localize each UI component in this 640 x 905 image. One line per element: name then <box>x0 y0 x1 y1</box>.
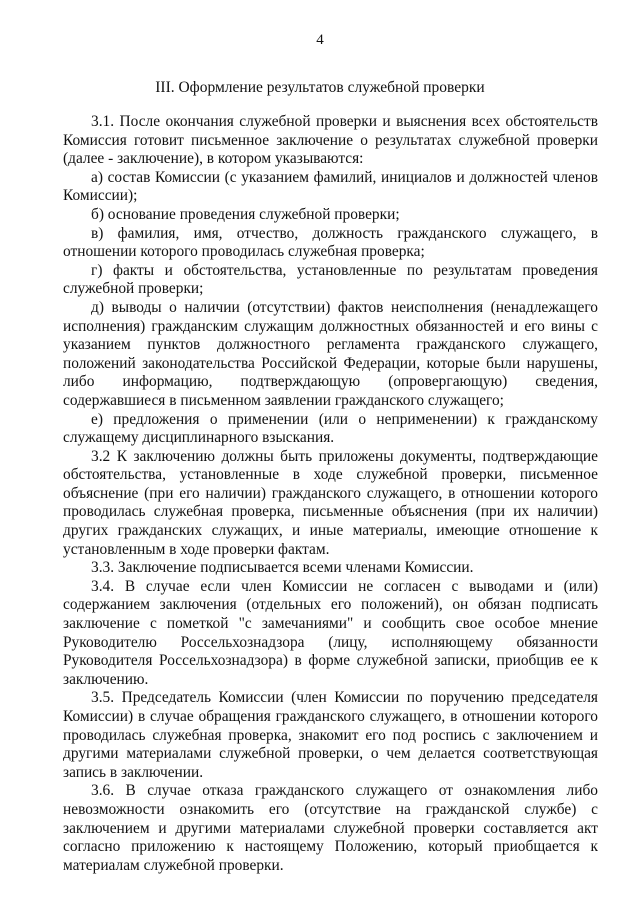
paragraph-3-1: 3.1. После окончания служебной проверки и выяснения всех обстоятельств Комиссия готовит письменное заключение о результатах служебной проверки (далее - заключение), в котором указываются: <box>63 113 598 168</box>
paragraph-3-2: 3.2 К заключению должны быть приложены документы, подтверждающие обстоятельства, установленные в ходе служебной проверки, письменное объяснение (при его наличии) гражданского служащего, в отношении которого проводилась служебная проверка, письменные объяснения (при их наличии) других гражданских служащих, и иные материалы, имеющие отношение к установленным в ходе проверки фактам. <box>63 447 598 558</box>
paragraph-item-a: а) состав Комиссии (с указанием фамилий, инициалов и должностей членов Комиссии); <box>63 168 598 205</box>
paragraph-3-3: 3.3. Заключение подписывается всеми членами Комиссии. <box>91 559 474 577</box>
paragraph-3-6: 3.6. В случае отказа гражданского служащего от ознакомления либо невозможности ознакомить его (отсутствие на гражданской службе) с заключением и другими материалами служебной проверки составляется акт согласно приложению к настоящему Положению, который приобщается к материалам служебной проверки. <box>63 782 598 874</box>
paragraph-item-e: е) предложения о применении (или о неприменении) к гражданскому служащему дисциплинарного взыскания. <box>63 410 598 447</box>
paragraph-item-v: в) фамилия, имя, отчество, должность гражданского служащего, в отношении которого проводилась служебная проверка; <box>63 224 598 261</box>
paragraph-item-g: г) факты и обстоятельства, установленные по результатам проведения служебной проверки; <box>63 261 598 298</box>
paragraph-3-4: 3.4. В случае если член Комиссии не согласен с выводами и (или) содержанием заключения (отдельных его положений), он обязан подписать заключение с пометкой "с замечаниями" и сообщить свое особое мнение Руководителю Россельхознадзора (лицу, исполняющему обязанности Руководителя Россельхознадзора) в форме служебной записки, приобщив ее к заключению. <box>63 577 598 688</box>
paragraph-3-5: 3.5. Председатель Комиссии (член Комиссии по поручению председателя Комиссии) в случае обращения гражданского служащего, в отношении которого проводилась служебная проверка, знакомит его под роспись с заключением и другими материалами служебной проверки, о чем делается соответствующая запись в заключении. <box>63 689 598 781</box>
paragraph-item-d: д) выводы о наличии (отсутствии) фактов неисполнения (ненадлежащего исполнения) гражданским служащим должностных обязанностей и его вины с указанием пунктов должностного регламента гражданского служащего, положений законодательства Российской Федерации, которые были нарушены, либо информацию, подтверждающую (опровергающую) сведения, содержавшиеся в письменном заявлении гражданского служащего; <box>63 298 598 409</box>
section-title: III. Оформление результатов служебной проверки <box>155 79 485 96</box>
section-body <box>63 113 598 875</box>
page-number: 4 <box>316 32 324 48</box>
paragraph-item-b: б) основание проведения служебной проверки; <box>91 205 400 223</box>
